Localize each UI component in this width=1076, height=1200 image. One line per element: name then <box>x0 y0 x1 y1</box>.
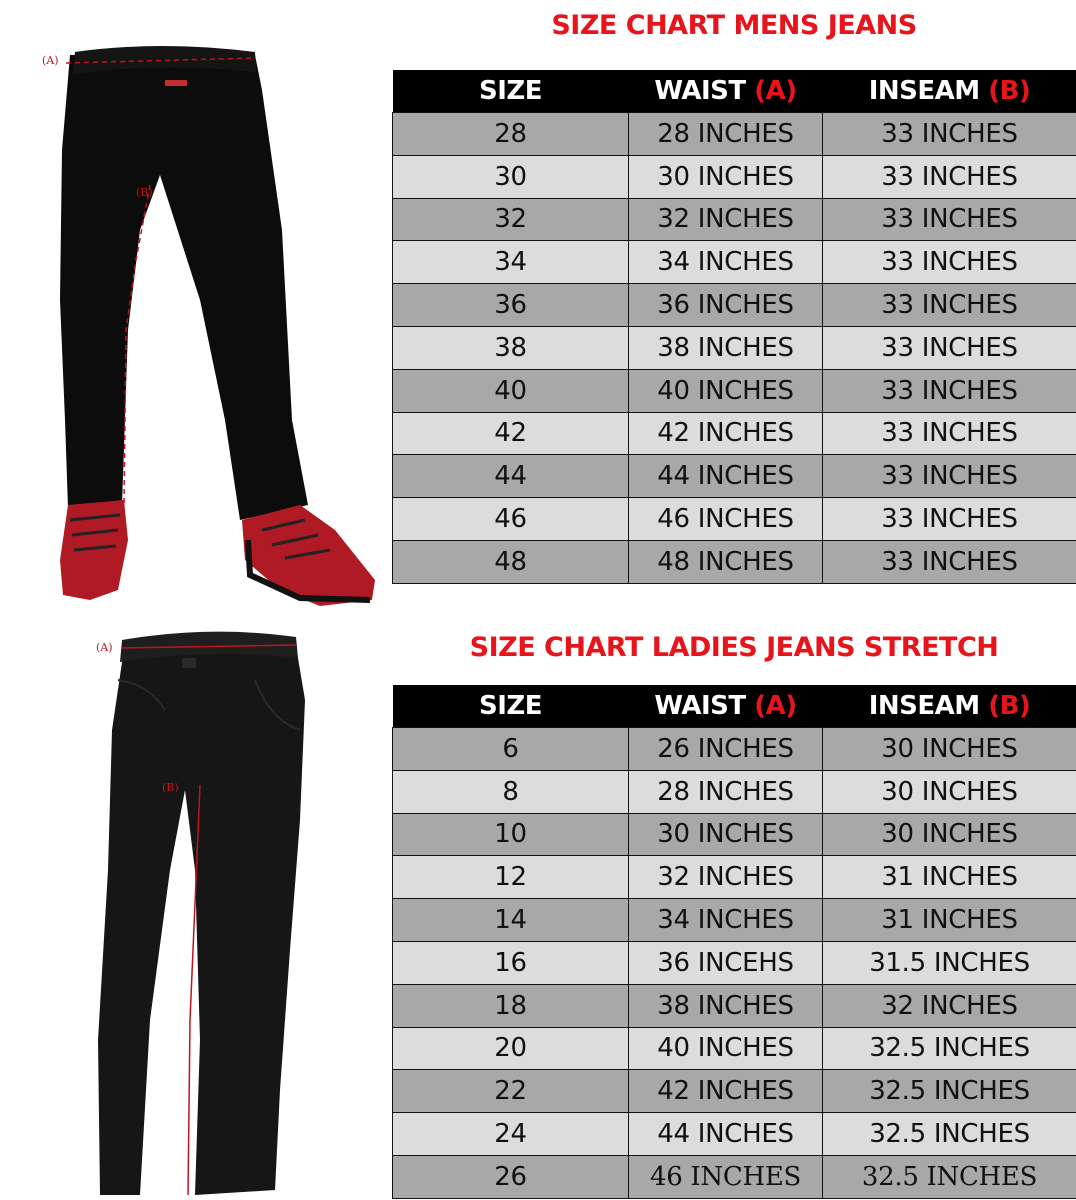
size-cell: 24 <box>393 1113 629 1156</box>
ladies-jeans-image <box>98 632 305 1195</box>
waist-cell: 34 INCHES <box>629 899 823 942</box>
size-cell: 10 <box>393 813 629 856</box>
table-row <box>393 198 1076 241</box>
table-row <box>393 412 1076 455</box>
inseam-cell: 33 INCHES <box>823 198 1076 241</box>
inseam-cell: 30 INCHES <box>823 770 1076 813</box>
size-cell: 30 <box>393 155 629 198</box>
waist-cell: 32 INCHES <box>629 856 823 899</box>
waist-cell: 38 INCHES <box>629 984 823 1027</box>
waist-header: WAIST (A) <box>629 685 823 728</box>
waist-label: (A) <box>96 641 113 654</box>
waist-mark: (A) <box>754 691 797 721</box>
waist-cell: 40 INCHES <box>629 369 823 412</box>
inseam-cell: 32 INCHES <box>823 984 1076 1027</box>
table-row <box>393 369 1076 412</box>
waist-cell: 30 INCHES <box>629 813 823 856</box>
ladies-size-table <box>392 685 1076 1199</box>
inseam-cell: 33 INCHES <box>823 155 1076 198</box>
waist-cell: 44 INCHES <box>629 455 823 498</box>
mens-jeans-figure <box>0 0 390 610</box>
inseam-cell: 31.5 INCHES <box>823 941 1076 984</box>
waist-label: (A) <box>42 54 59 67</box>
waist-cell: 46 INCHES <box>629 498 823 541</box>
size-cell: 36 <box>393 284 629 327</box>
inseam-cell: 31 INCHES <box>823 899 1076 942</box>
inseam-header: INSEAM (B) <box>823 685 1076 728</box>
size-cell: 26 <box>393 1155 629 1198</box>
inseam-label: (B) <box>162 781 179 794</box>
table-row <box>393 241 1076 284</box>
size-cell: 6 <box>393 728 629 771</box>
table-row <box>393 113 1076 156</box>
size-cell: 16 <box>393 941 629 984</box>
size-header: SIZE <box>393 70 629 113</box>
inseam-cell: 33 INCHES <box>823 540 1076 583</box>
waist-cell: 30 INCHES <box>629 155 823 198</box>
table-row <box>393 1155 1076 1198</box>
size-cell: 12 <box>393 856 629 899</box>
waist-cell: 32 INCHES <box>629 198 823 241</box>
waist-cell: 36 INCEHS <box>629 941 823 984</box>
table-header-row <box>393 70 1076 113</box>
table-row <box>393 1113 1076 1156</box>
inseam-cell: 30 INCHES <box>823 813 1076 856</box>
inseam-cell: 32.5 INCHES <box>823 1070 1076 1113</box>
ladies-chart-title: SIZE CHART LADIES JEANS STRETCH <box>469 632 999 663</box>
waist-cell: 44 INCHES <box>629 1113 823 1156</box>
waist-cell: 34 INCHES <box>629 241 823 284</box>
table-row <box>393 326 1076 369</box>
waist-cell: 48 INCHES <box>629 540 823 583</box>
table-row <box>393 941 1076 984</box>
waist-cell: 36 INCHES <box>629 284 823 327</box>
inseam-cell: 32.5 INCHES <box>823 1027 1076 1070</box>
waist-cell: 26 INCHES <box>629 728 823 771</box>
table-row <box>393 498 1076 541</box>
inseam-label: (B) <box>136 186 153 199</box>
table-row <box>393 813 1076 856</box>
mens-jeans-image <box>60 46 375 606</box>
inseam-cell: 33 INCHES <box>823 113 1076 156</box>
table-row <box>393 770 1076 813</box>
size-cell: 20 <box>393 1027 629 1070</box>
waist-mark: (A) <box>754 76 797 106</box>
table-row <box>393 1070 1076 1113</box>
inseam-cell: 32.5 INCHES <box>823 1113 1076 1156</box>
mens-chart-title: SIZE CHART MENS JEANS <box>551 10 917 41</box>
inseam-cell: 33 INCHES <box>823 369 1076 412</box>
waist-cell: 28 INCHES <box>629 770 823 813</box>
ladies-section <box>0 620 1076 1200</box>
table-row <box>393 455 1076 498</box>
size-header: SIZE <box>393 685 629 728</box>
inseam-mark: (B) <box>988 691 1031 721</box>
size-cell: 38 <box>393 326 629 369</box>
size-cell: 22 <box>393 1070 629 1113</box>
waist-cell: 40 INCHES <box>629 1027 823 1070</box>
size-cell: 44 <box>393 455 629 498</box>
inseam-cell: 32.5 INCHES <box>823 1155 1076 1198</box>
waist-cell: 38 INCHES <box>629 326 823 369</box>
table-row <box>393 856 1076 899</box>
waist-cell: 46 INCHES <box>629 1155 823 1198</box>
size-cell: 8 <box>393 770 629 813</box>
inseam-header: INSEAM (B) <box>823 70 1076 113</box>
table-row <box>393 540 1076 583</box>
ladies-jeans-figure <box>0 620 390 1200</box>
inseam-cell: 33 INCHES <box>823 241 1076 284</box>
size-cell: 18 <box>393 984 629 1027</box>
size-cell: 34 <box>393 241 629 284</box>
table-row <box>393 728 1076 771</box>
mens-size-table <box>392 70 1076 584</box>
size-cell: 40 <box>393 369 629 412</box>
waist-cell: 28 INCHES <box>629 113 823 156</box>
size-cell: 46 <box>393 498 629 541</box>
inseam-cell: 30 INCHES <box>823 728 1076 771</box>
inseam-cell: 33 INCHES <box>823 455 1076 498</box>
inseam-cell: 33 INCHES <box>823 498 1076 541</box>
inseam-cell: 31 INCHES <box>823 856 1076 899</box>
waist-cell: 42 INCHES <box>629 412 823 455</box>
inseam-cell: 33 INCHES <box>823 326 1076 369</box>
table-row <box>393 899 1076 942</box>
waist-cell: 42 INCHES <box>629 1070 823 1113</box>
size-cell: 32 <box>393 198 629 241</box>
table-row <box>393 155 1076 198</box>
table-row <box>393 984 1076 1027</box>
inseam-mark: (B) <box>988 76 1031 106</box>
size-cell: 14 <box>393 899 629 942</box>
inseam-cell: 33 INCHES <box>823 284 1076 327</box>
table-row <box>393 1027 1076 1070</box>
inseam-cell: 33 INCHES <box>823 412 1076 455</box>
size-cell: 28 <box>393 113 629 156</box>
table-header-row <box>393 685 1076 728</box>
size-cell: 42 <box>393 412 629 455</box>
waist-header: WAIST (A) <box>629 70 823 113</box>
size-cell: 48 <box>393 540 629 583</box>
table-row <box>393 284 1076 327</box>
